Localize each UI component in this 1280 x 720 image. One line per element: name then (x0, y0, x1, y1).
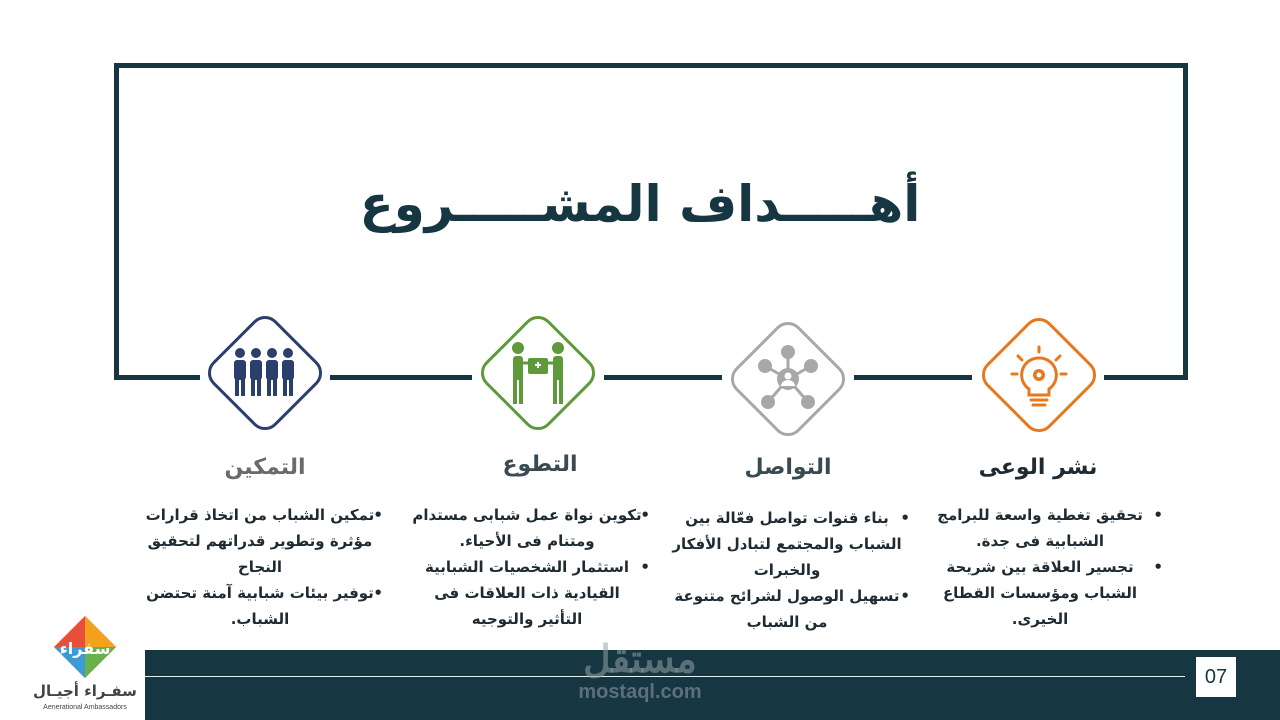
logo-arabic: سفـراء أجيـال (33, 682, 137, 700)
watermark-english: mostaql.com (578, 681, 702, 703)
goal-heading-volunteering: التطوع (502, 452, 578, 477)
goal-volunteering-badge (473, 308, 603, 438)
page-title: أهـــــداف المشـــــروع (359, 175, 921, 233)
list-item: • بناء قنوات تواصل فعّالة بين الشباب والمجتمع لتبادل الأفكار والخبرات (672, 505, 902, 583)
goal-bullets-awareness (925, 502, 1155, 632)
goal-awareness-badge (974, 310, 1104, 440)
list-item: • تمكين الشباب من اتخاذ قرارات مؤثرة وتطوير قدراتهم لتحقيق النجاح (145, 502, 375, 580)
logo-mark-icon (30, 612, 140, 682)
goal-communication-badge (723, 314, 853, 444)
watermark-arabic: مستقل (583, 639, 697, 681)
volunteers-box-icon (473, 308, 603, 438)
logo (30, 612, 140, 720)
logo-mark-text: سفراء (59, 639, 111, 658)
goal-empowerment-badge (200, 308, 330, 438)
watermark (560, 640, 720, 704)
logo-english: Aenerational Ambassadors (43, 704, 127, 711)
goal-heading-awareness: نشر الوعى (978, 455, 1098, 480)
goal-heading-communication: التواصل (744, 455, 832, 480)
goal-bullets-volunteering (412, 502, 642, 632)
list-item: • تكوين نواة عمل شبابى مستدام ومتنام فى الأحياء. (412, 502, 642, 554)
list-item: • تحقيق تغطية واسعة للبرامج الشبابية فى جدة. (925, 502, 1155, 554)
list-item: • تجسير العلاقة بين شريحة الشباب ومؤسسات القطاع الخيرى. (925, 554, 1155, 632)
list-item: • توفير بيئات شبابية آمنة تحتضن الشباب. (145, 580, 375, 632)
list-item: • استثمار الشخصيات الشبابية القيادية ذات العلاقات فى التأثير والتوجيه (412, 554, 642, 632)
goal-bullets-communication (672, 505, 902, 635)
goal-heading-empowerment: التمكين (224, 455, 306, 480)
goal-bullets-empowerment (145, 502, 375, 632)
page-number: 07 (1196, 657, 1236, 697)
network-people-icon (723, 314, 853, 444)
group-people-icon (200, 308, 330, 438)
list-item: • تسهيل الوصول لشرائح متنوعة من الشباب (672, 583, 902, 635)
lightbulb-gear-icon (974, 310, 1104, 440)
